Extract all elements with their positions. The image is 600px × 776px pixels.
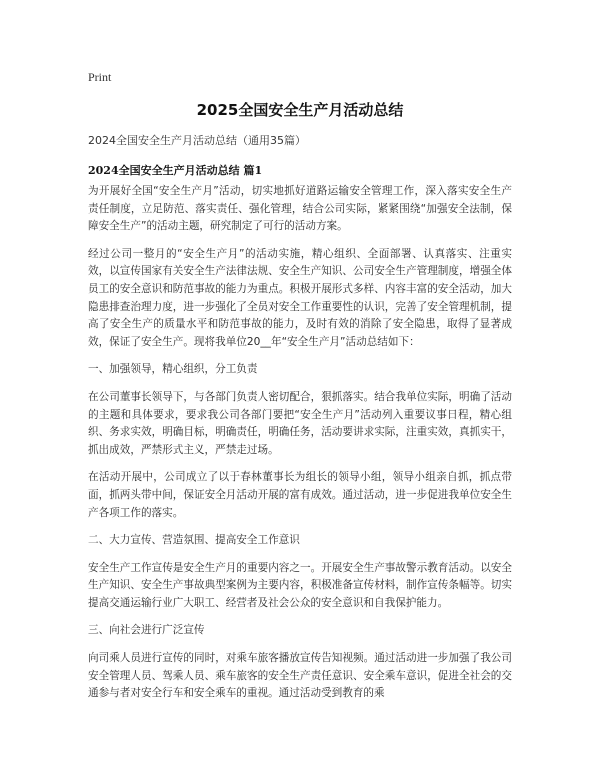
page-title: 2025全国安全生产月活动总结 — [196, 101, 404, 119]
paragraph-leading-group: 在活动开展中，公司成立了以于春林董事长为组长的领导小组，领导小组亲自抓，抓点带面，抓两头带中间，保证安全月活动开展的富有成效。通过活动，进一步促进我单位安全生产各项工作的落实。 — [88, 471, 512, 519]
paragraph-overview: 经过公司一整月的“安全生产月”的活动实施，精心组织、全面部署、认真落实、注重实效，以宣传国家有关安全生产法律法规、安全生产知识、公司安全生产管理制度，增强全体员工的安全意识和防范事故的能力为重点。积极开展形式多样、内容丰富的安全活动，加大隐患排查治理力度，进一步强化了全员对安全工作重要性的认识，完善了安全管理机制，提高了安全生产的质量水平和防范事故的能力，及时有效的消除了安全隐患，取得了显著成效，保证了安全生产。现将我单位20__年“安全生产月”活动总结如下： — [88, 247, 512, 348]
document-page — [88, 0, 512, 776]
article-body — [88, 183, 512, 713]
paragraph-public-outreach: 向司乘人员进行宣传的同时，对乘车旅客播放宣传告知视频。通过活动进一步加强了我公司安全管理人员、驾乘人员、乘车旅客的安全生产责任意识、安全乘车意识，促进全社会的交通参与者对安全行车和安全乘车的重视。通过活动受到教育的乘 — [88, 652, 512, 700]
paragraph-publicity: 安全生产工作宣传是安全生产月的重要内容之一。开展安全生产事故警示教育活动。以安全生产知识、安全生产事故典型案例为主要内容，积极准备宣传材料，制作宣传条幅等。切实提高交通运输行业广大职工、经营者及社会公众的安全意识和自我保护能力。 — [88, 561, 512, 609]
subheading-leadership: 一、加强领导，精心组织，分工负责 — [88, 363, 258, 376]
print-link[interactable]: Print — [88, 70, 112, 84]
section-heading: 2024全国安全生产月活动总结 篇1 — [88, 164, 263, 177]
paragraph-intro: 为开展好全国“安全生产月”活动，切实地抓好道路运输安全管理工作，深入落实安全生产责任制度，立足防范、落实责任、强化管理，结合公司实际，紧紧围绕“加强安全法制，保障安全生产”的活动主题，研究制定了可行的活动方案。 — [88, 185, 512, 233]
document-subtitle: 2024全国安全生产月活动总结（通用35篇） — [88, 134, 306, 147]
subheading-public-outreach: 三、向社会进行广泛宣传 — [88, 624, 205, 637]
paragraph-leadership: 在公司董事长领导下，与各部门负责人密切配合，狠抓落实。结合我单位实际，明确了活动的主题和具体要求，要求我公司各部门要把“安全生产月”活动列入重要议事日程，精心组织、务求实效，明确目标，明确责任，明确任务，活动要讲求实际，注重实效，真抓实干，抓出成效，严禁形式主义，严禁走过场。 — [88, 390, 512, 456]
subheading-publicity: 二、大力宣传、营造氛围、提高安全工作意识 — [88, 534, 300, 547]
